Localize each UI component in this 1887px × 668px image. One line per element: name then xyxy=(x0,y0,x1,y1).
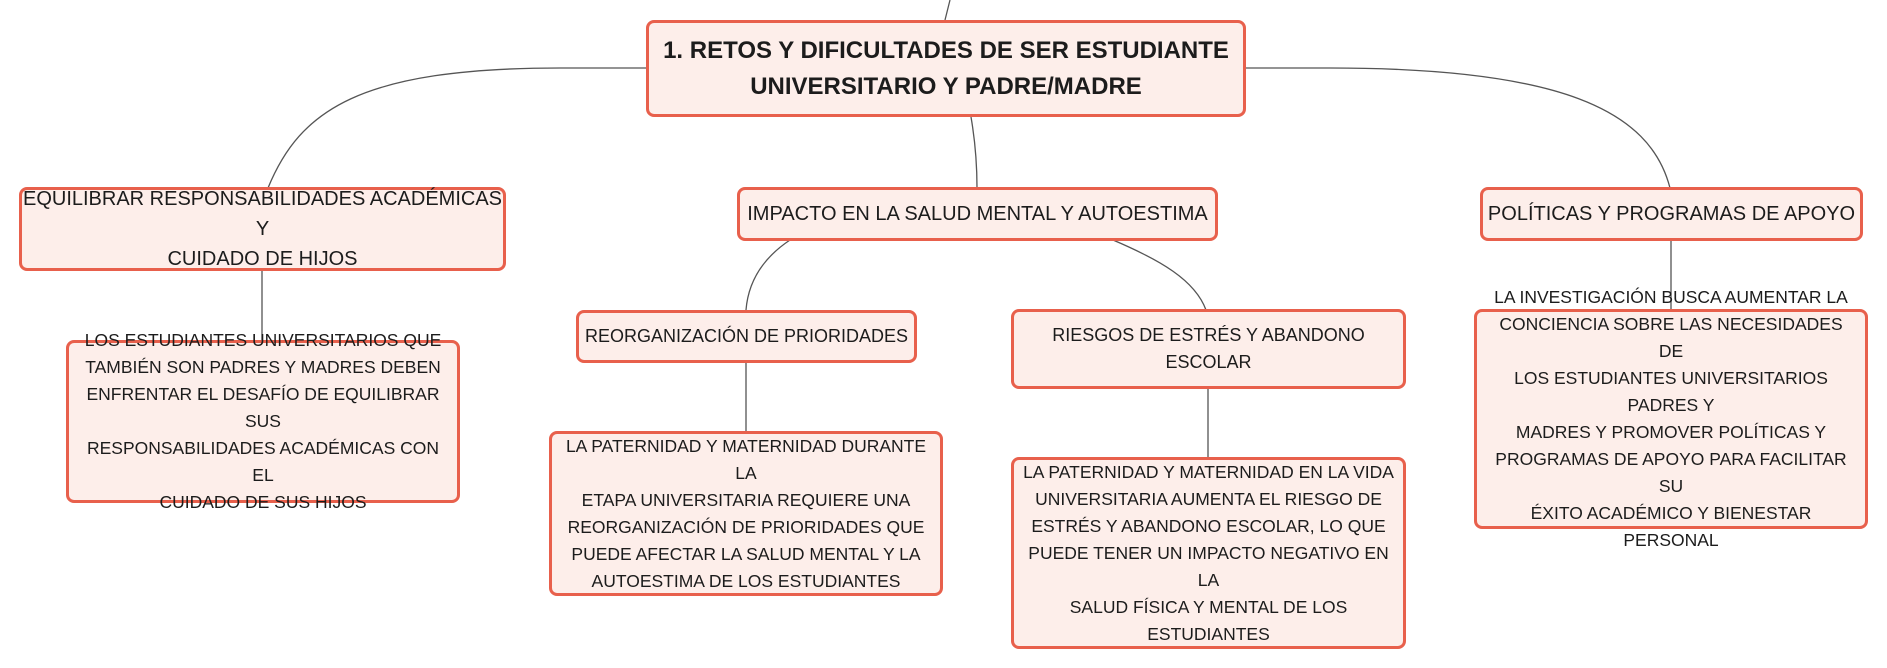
detail-line: SALUD FÍSICA Y MENTAL DE LOS xyxy=(1069,596,1348,617)
detail-line: ESTUDIANTES xyxy=(1147,623,1270,644)
detail-line: LOS ESTUDIANTES UNIVERSITARIOS QUE xyxy=(84,330,442,350)
detail-reorganizacion-node[interactable] xyxy=(549,431,943,596)
root-topic-node[interactable] xyxy=(646,20,1246,117)
subtopic-reorganizacion-node[interactable] xyxy=(576,310,917,363)
detail-equilibrar-node[interactable] xyxy=(66,330,460,512)
connector-root-to-politicas xyxy=(1246,68,1670,188)
subtopic-riesgos-node[interactable] xyxy=(1011,309,1406,389)
detail-line: PUEDE TENER UN IMPACTO NEGATIVO EN LA xyxy=(1028,542,1389,590)
subtopic-reorganizacion-label: REORGANIZACIÓN DE PRIORIDADES xyxy=(584,326,909,346)
connector-root-to-equilibrar xyxy=(268,68,646,188)
detail-politicas-node[interactable] xyxy=(1474,287,1868,550)
root-topic-line2: UNIVERSITARIO Y PADRE/MADRE xyxy=(750,72,1142,100)
connector-root-incoming xyxy=(945,0,950,20)
topic-impacto-node[interactable] xyxy=(737,187,1218,241)
connector-impacto-to-riesgos xyxy=(1113,240,1206,310)
connector-impacto-to-reorganizacion xyxy=(746,240,790,310)
detail-line: CUIDADO DE SUS HIJOS xyxy=(159,492,367,512)
detail-line: ENFRENTAR EL DESAFÍO DE EQUILIBRAR SUS xyxy=(86,384,440,431)
detail-line: ÉXITO ACADÉMICO Y BIENESTAR PERSONAL xyxy=(1530,503,1812,550)
detail-line: REORGANIZACIÓN DE PRIORIDADES QUE xyxy=(567,516,925,537)
detail-line: MADRES Y PROMOVER POLÍTICAS Y xyxy=(1515,422,1827,442)
topic-politicas-label: POLÍTICAS Y PROGRAMAS DE APOYO xyxy=(1487,203,1856,225)
connector-root-to-impacto xyxy=(971,117,977,188)
detail-line: TAMBIÉN SON PADRES Y MADRES DEBEN xyxy=(85,357,441,377)
detail-line: LA PATERNIDAD Y MATERNIDAD EN LA VIDA xyxy=(1023,461,1394,482)
detail-line: ESTRÉS Y ABANDONO ESCOLAR, LO QUE xyxy=(1031,515,1386,536)
detail-line: AUTOESTIMA DE LOS ESTUDIANTES xyxy=(591,570,901,591)
detail-line: LA INVESTIGACIÓN BUSCA AUMENTAR LA xyxy=(1494,287,1848,307)
topic-equilibrar-line1: EQUILIBRAR RESPONSABILIDADES ACADÉMICAS Y xyxy=(22,188,503,240)
detail-line: ETAPA UNIVERSITARIA REQUIERE UNA xyxy=(581,489,911,510)
topic-politicas-node[interactable] xyxy=(1480,187,1863,241)
detail-line: LA PATERNIDAD Y MATERNIDAD DURANTE LA xyxy=(565,435,927,483)
detail-line: UNIVERSITARIA AUMENTA EL RIESGO DE xyxy=(1035,488,1382,509)
detail-line: CONCIENCIA SOBRE LAS NECESIDADES DE xyxy=(1499,314,1843,361)
topic-equilibrar-line2: CUIDADO DE HIJOS xyxy=(167,248,358,270)
topic-equilibrar-node[interactable] xyxy=(19,187,506,271)
detail-line: PROGRAMAS DE APOYO PARA FACILITAR SU xyxy=(1495,449,1847,496)
detail-line: RESPONSABILIDADES ACADÉMICAS CON EL xyxy=(86,438,440,485)
detail-line: PUEDE AFECTAR LA SALUD MENTAL Y LA xyxy=(571,543,921,564)
root-topic-line1: 1. RETOS Y DIFICULTADES DE SER ESTUDIANTE xyxy=(663,36,1229,64)
detail-line: LOS ESTUDIANTES UNIVERSITARIOS PADRES Y xyxy=(1514,368,1828,415)
detail-riesgos-node[interactable] xyxy=(1011,457,1406,649)
topic-impacto-label: IMPACTO EN LA SALUD MENTAL Y AUTOESTIMA xyxy=(747,203,1208,225)
subtopic-riesgos-label: RIESGOS DE ESTRÉS Y ABANDONO ESCOLAR xyxy=(1052,325,1365,372)
